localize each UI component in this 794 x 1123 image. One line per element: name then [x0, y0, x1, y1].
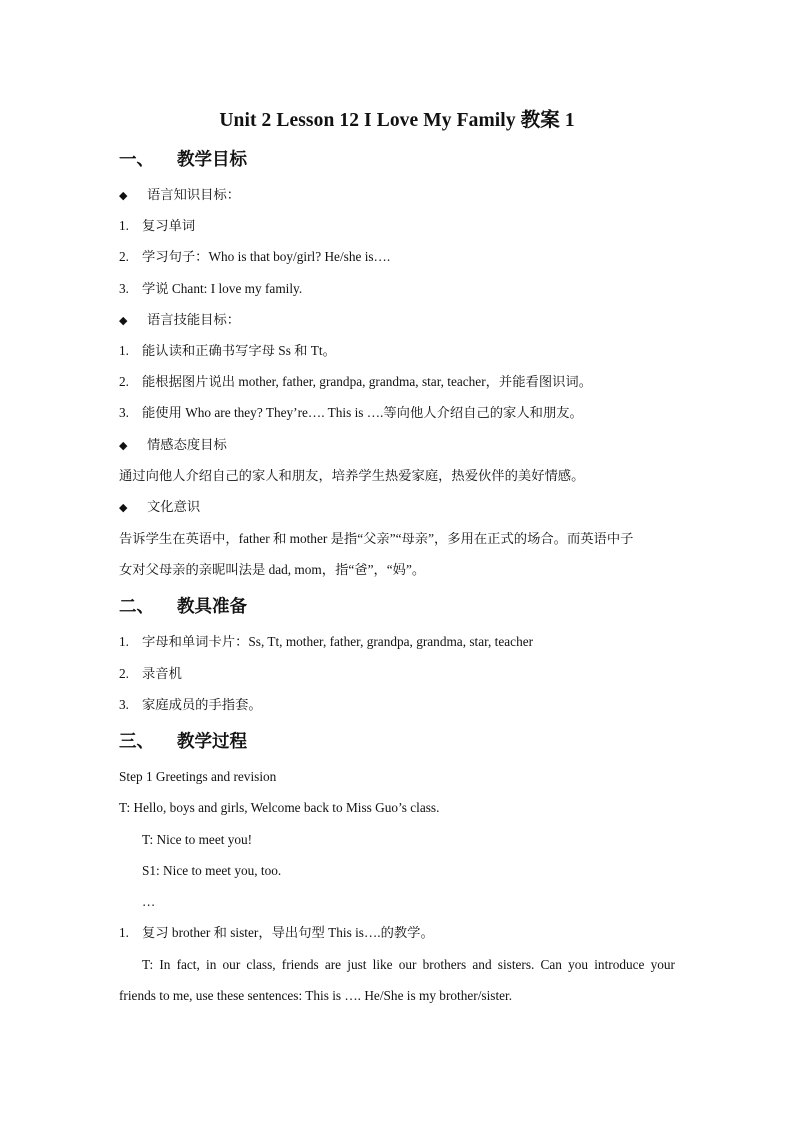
subheading-label: 情感态度目标: [147, 437, 227, 452]
section-title: 教学目标: [177, 149, 247, 169]
section-heading-materials: [119, 594, 247, 618]
list-number: 3.: [119, 697, 129, 712]
diamond-bullet-icon: ◆: [119, 190, 128, 202]
list-number: 1.: [119, 634, 129, 649]
diamond-bullet-icon: ◆: [119, 315, 128, 327]
dialogue-line: S1: Nice to meet you, too.: [142, 863, 282, 878]
list-text: 学说 Chant: I love my family.: [142, 281, 303, 296]
list-item: [119, 403, 583, 423]
list-text: 能认读和正确书写字母 Ss 和 Tt。: [142, 343, 336, 358]
list-item: [119, 923, 434, 943]
list-text: 录音机: [142, 666, 182, 681]
section-heading-objectives: [119, 147, 247, 171]
paragraph-culture-line1: 告诉学生在英语中，father 和 mother 是指“父亲”“母亲”，多用在正式的场合。而英语中子: [119, 531, 634, 546]
list-text: 字母和单词卡片：Ss, Tt, mother, father, grandpa, grandma, star, teacher: [142, 634, 534, 649]
list-number: 2.: [119, 666, 129, 681]
list-text: 家庭成员的手指套。: [142, 697, 262, 712]
subheading-culture: [119, 497, 200, 518]
dialogue-line: T: Nice to meet you!: [142, 832, 253, 847]
list-text: 学习句子：Who is that boy/girl? He/she is….: [142, 249, 391, 264]
paragraph-line: friends to me, use these sentences: This is …. He/She is my brother/sister.: [119, 988, 513, 1003]
list-number: 2.: [119, 374, 129, 389]
list-number: 3.: [119, 405, 129, 420]
section-number: 三、: [119, 731, 154, 751]
list-text: 复习单词: [142, 218, 196, 233]
list-number: 1.: [119, 218, 129, 233]
diamond-bullet-icon: ◆: [119, 440, 128, 452]
list-item: [119, 247, 390, 267]
subheading-emotion: [119, 435, 227, 456]
diamond-bullet-icon: ◆: [119, 502, 128, 514]
step-heading: Step 1 Greetings and revision: [119, 769, 277, 784]
document-title: Unit 2 Lesson 12 I Love My Family 教案 1: [219, 110, 575, 131]
list-number: 3.: [119, 281, 129, 296]
subheading-language-skill: [119, 310, 240, 331]
paragraph-emotion: 通过向他人介绍自己的家人和朋友，培养学生热爱家庭，热爱伙伴的美好情感。: [119, 468, 585, 483]
paragraph-culture-line2: 女对父母亲的亲昵叫法是 dad, mom，指“爸”，“妈”。: [119, 562, 426, 577]
section-heading-process: [119, 729, 247, 753]
subheading-label: 语言知识目标：: [147, 187, 241, 202]
list-number: 1.: [119, 925, 129, 940]
paragraph-line: T: In fact, in our class, friends are just like our brothers and sisters. Can you introduce your: [142, 957, 675, 972]
subheading-language-knowledge: [119, 185, 240, 206]
list-text: 能根据图片说出 mother, father, grandpa, grandma, star, teacher，并能看图识词。: [142, 374, 593, 389]
list-number: 1.: [119, 343, 129, 358]
section-title: 教具准备: [177, 596, 247, 616]
subheading-label: 语言技能目标：: [147, 312, 241, 327]
subheading-label: 文化意识: [147, 499, 201, 514]
section-number: 二、: [119, 596, 154, 616]
list-item: [119, 372, 592, 392]
list-number: 2.: [119, 249, 129, 264]
list-item: [119, 695, 262, 715]
list-item: [119, 279, 302, 299]
section-number: 一、: [119, 149, 154, 169]
list-item: [119, 664, 182, 684]
dialogue-line: T: Hello, boys and girls, Welcome back to Miss Guo’s class.: [119, 800, 440, 815]
list-item: [119, 632, 533, 652]
list-text: 能使用 Who are they? They’re…. This is ….等向他人介绍自己的家人和朋友。: [142, 405, 583, 420]
list-item: [119, 341, 336, 361]
ellipsis-line: …: [142, 894, 156, 909]
list-item: [119, 216, 195, 236]
section-title: 教学过程: [177, 731, 247, 751]
list-text: 复习 brother 和 sister，导出句型 This is….的教学。: [142, 925, 434, 940]
